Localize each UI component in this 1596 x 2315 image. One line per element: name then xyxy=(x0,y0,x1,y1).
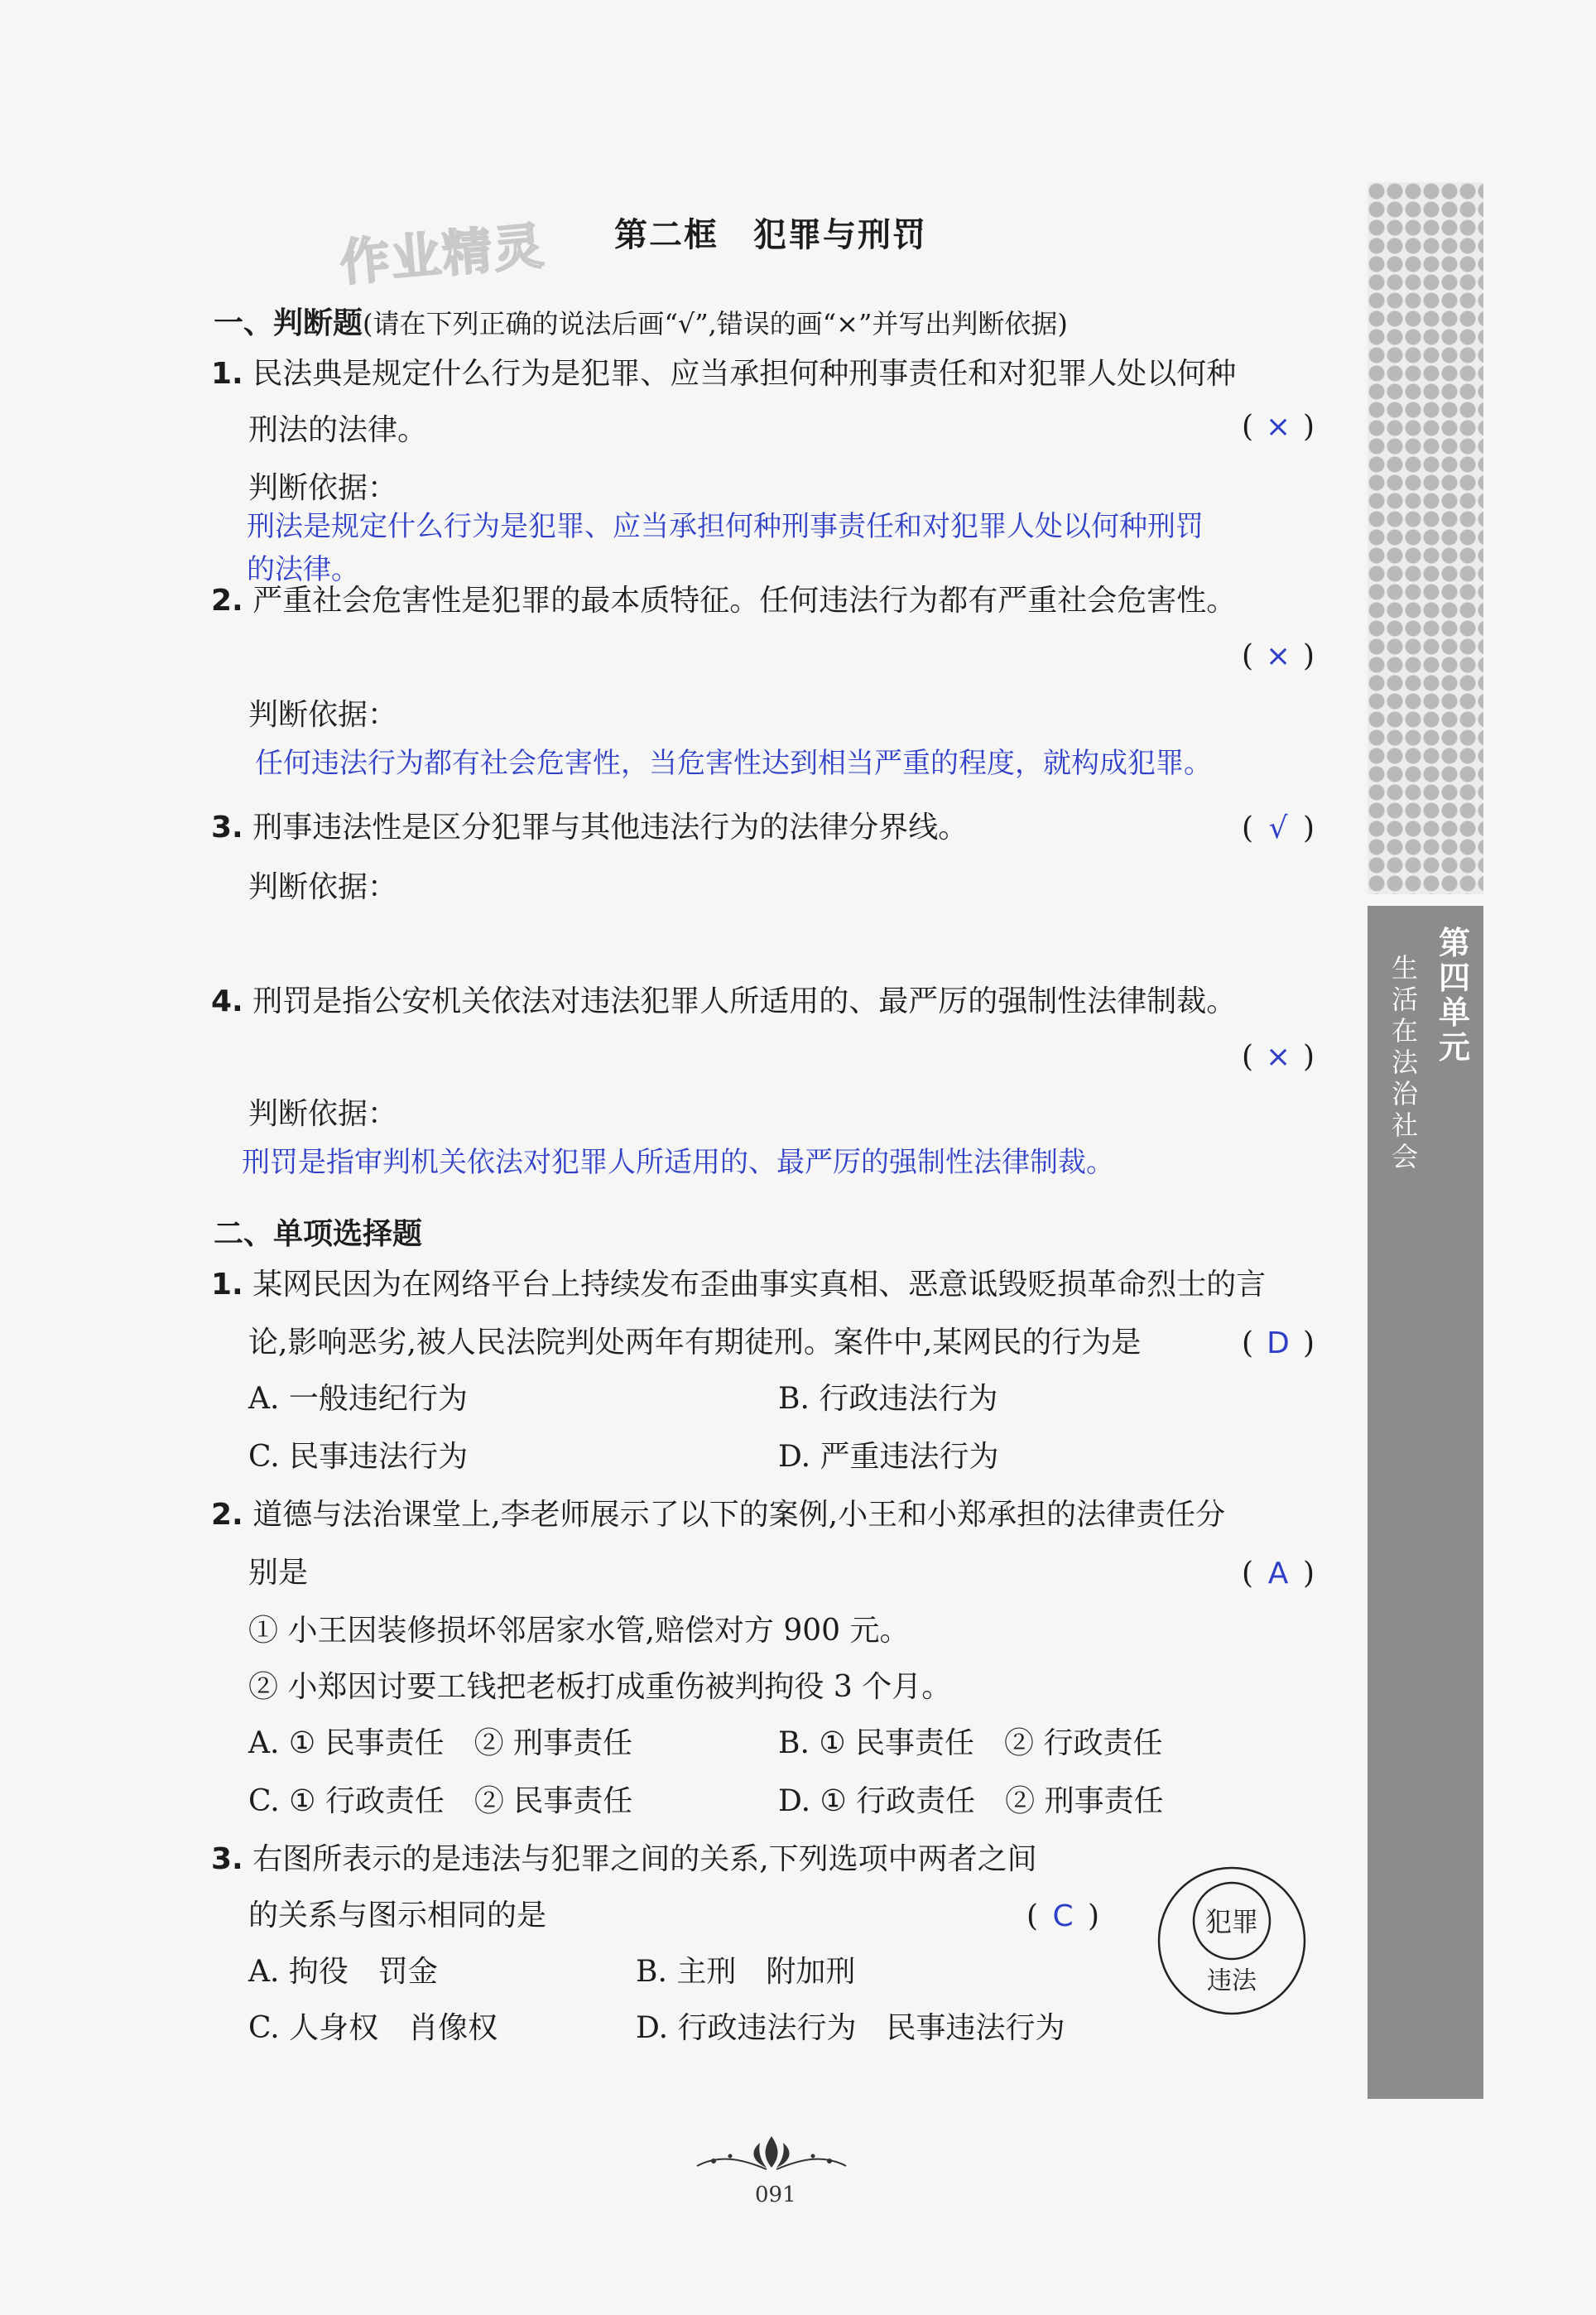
bracket-close: ) xyxy=(1303,1557,1315,1591)
answer-mark[interactable]: × xyxy=(1265,410,1291,444)
bracket-open: ( xyxy=(1242,410,1254,444)
basis-label: 判断依据： xyxy=(248,870,398,904)
section-heading-label: 一、判断题 xyxy=(214,306,363,340)
question-number: 4. xyxy=(211,984,243,1018)
question-number: 1. xyxy=(211,357,243,391)
option-c[interactable]: C. 人身权 肖像权 xyxy=(248,2011,498,2045)
watermark-logo: 作业精灵 xyxy=(337,217,548,293)
basis-answer[interactable]: 刑罚是指审判机关依法对犯罪人所适用的、最严厉的强制性法律制裁。 xyxy=(242,1146,1114,1179)
bracket-open: ( xyxy=(1242,811,1254,845)
bracket-open: ( xyxy=(1026,1899,1039,1933)
question-text-cont: 刑法的法律。 xyxy=(248,413,428,447)
basis-answer[interactable]: 任何违法行为都有社会危害性，当危害性达到相当严重的程度，就构成犯罪。 xyxy=(255,747,1212,780)
question-number: 3. xyxy=(211,1842,243,1876)
choice-question-3 xyxy=(211,1843,1037,1876)
bracket-close: ) xyxy=(1303,1040,1315,1074)
case-2: ② 小郑因讨要工钱把老板打成重伤被判拘役 3 个月。 xyxy=(248,1670,952,1704)
answer-mark[interactable]: C xyxy=(1052,1899,1074,1933)
option-a[interactable]: A. 拘役 罚金 xyxy=(248,1955,438,1989)
option-a[interactable]: A. 一般违纪行为 xyxy=(248,1382,468,1416)
option-b[interactable]: B. ① 民事责任 ② 行政责任 xyxy=(778,1726,1163,1760)
diagram-outer-label: 违法 xyxy=(1207,1966,1257,1995)
answer-bracket-c1 xyxy=(1242,1326,1315,1360)
question-text: 某网民因为在网络平台上持续发布歪曲事实真相、恶意诋毁贬损革命烈士的言 xyxy=(252,1268,1267,1302)
option-d[interactable]: D. ① 行政责任 ② 刑事责任 xyxy=(778,1784,1164,1818)
question-number: 3. xyxy=(211,811,243,845)
section-heading-judgement xyxy=(214,300,1068,342)
option-d[interactable]: D. 行政违法行为 民事违法行为 xyxy=(636,2011,1065,2045)
answer-bracket-4 xyxy=(1242,1040,1315,1074)
question-text: 刑罚是指公安机关依法对违法犯罪人所适用的、最严厉的强制性法律制裁。 xyxy=(252,984,1237,1018)
option-b[interactable]: B. 主刑 附加刑 xyxy=(636,1955,856,1989)
band-divider xyxy=(1368,894,1483,906)
bracket-open: ( xyxy=(1242,1040,1254,1074)
basis-label: 判断依据： xyxy=(248,1097,398,1131)
basis-answer[interactable]: 刑法是规定什么行为是犯罪、应当承担何种刑事责任和对犯罪人处以何种刑罚 xyxy=(247,510,1204,543)
question-text: 道德与法治课堂上,李老师展示了以下的案例,小王和小郑承担的法律责任分 xyxy=(252,1498,1226,1532)
answer-bracket-1 xyxy=(1242,410,1315,444)
diagram-inner-label: 犯罪 xyxy=(1204,1906,1259,1937)
basis-label: 判断依据： xyxy=(248,698,398,732)
judgement-question-1 xyxy=(211,358,1236,391)
judgement-question-3 xyxy=(211,811,968,845)
option-d[interactable]: D. 严重违法行为 xyxy=(778,1440,999,1474)
option-a[interactable]: A. ① 民事责任 ② 刑事责任 xyxy=(248,1726,633,1760)
relation-diagram xyxy=(1149,1865,1315,2017)
bracket-close: ) xyxy=(1303,811,1315,845)
answer-mark[interactable]: A xyxy=(1267,1557,1289,1591)
question-text: 右图所表示的是违法与犯罪之间的关系,下列选项中两者之间 xyxy=(252,1842,1037,1876)
page-title: 第二框 犯罪与刑罚 xyxy=(614,216,927,254)
option-c[interactable]: C. ① 行政责任 ② 民事责任 xyxy=(248,1784,633,1818)
section-instruction: (请在下列正确的说法后画“√”,错误的画“×”并写出判断依据) xyxy=(363,308,1068,339)
basis-label: 判断依据： xyxy=(248,471,398,505)
case-1: ① 小王因装修损坏邻居家水管,赔偿对方 900 元。 xyxy=(248,1614,910,1648)
bracket-close: ) xyxy=(1303,639,1315,673)
answer-mark[interactable]: × xyxy=(1265,1040,1291,1074)
basis-answer-cont[interactable]: 的法律。 xyxy=(247,553,359,586)
judgement-question-4 xyxy=(211,985,1236,1018)
option-b[interactable]: B. 行政违法行为 xyxy=(778,1382,998,1416)
footer-ornament-icon xyxy=(680,2128,863,2178)
option-c[interactable]: C. 民事违法行为 xyxy=(248,1440,469,1474)
answer-bracket-2 xyxy=(1242,639,1315,673)
question-number: 2. xyxy=(211,584,243,618)
question-number: 1. xyxy=(211,1268,243,1302)
unit-sidebar xyxy=(1368,182,1483,2099)
choice-question-1 xyxy=(211,1268,1266,1302)
answer-mark[interactable]: × xyxy=(1265,639,1291,673)
judgement-question-2 xyxy=(211,585,1236,618)
bracket-open: ( xyxy=(1242,1326,1254,1360)
bracket-close: ) xyxy=(1088,1899,1100,1933)
bracket-open: ( xyxy=(1242,639,1254,673)
answer-mark[interactable]: √ xyxy=(1268,811,1288,845)
answer-bracket-c3 xyxy=(1026,1899,1099,1933)
question-text-cont: 别是 xyxy=(248,1556,309,1590)
question-number: 2. xyxy=(211,1498,243,1532)
bracket-open: ( xyxy=(1242,1557,1254,1591)
answer-bracket-c2 xyxy=(1242,1557,1315,1591)
question-text: 严重社会危害性是犯罪的最本质特征。任何违法行为都有严重社会危害性。 xyxy=(252,584,1237,618)
question-text: 民法典是规定什么行为是犯罪、应当承担何种刑事责任和对犯罪人处以何种 xyxy=(252,357,1237,391)
question-text-cont: 论,影响恶劣,被人民法院判处两年有期徒刑。案件中,某网民的行为是 xyxy=(248,1326,1142,1360)
unit-tab xyxy=(1368,906,1483,2099)
unit-label: 第四单元 xyxy=(1438,924,1470,1066)
choice-question-2 xyxy=(211,1499,1225,1532)
unit-topic: 生活在法治社会 xyxy=(1391,952,1418,1172)
bracket-close: ) xyxy=(1303,410,1315,444)
question-text-cont: 的关系与图示相同的是 xyxy=(248,1899,547,1932)
page-number: 091 xyxy=(755,2183,796,2207)
bracket-close: ) xyxy=(1303,1326,1315,1360)
answer-bracket-3 xyxy=(1242,811,1315,845)
halftone-pattern xyxy=(1368,182,1483,894)
section-heading-choice: 二、单项选择题 xyxy=(214,1217,423,1251)
answer-mark[interactable]: D xyxy=(1267,1326,1290,1360)
question-text: 刑事违法性是区分犯罪与其他违法行为的法律分界线。 xyxy=(252,811,969,845)
